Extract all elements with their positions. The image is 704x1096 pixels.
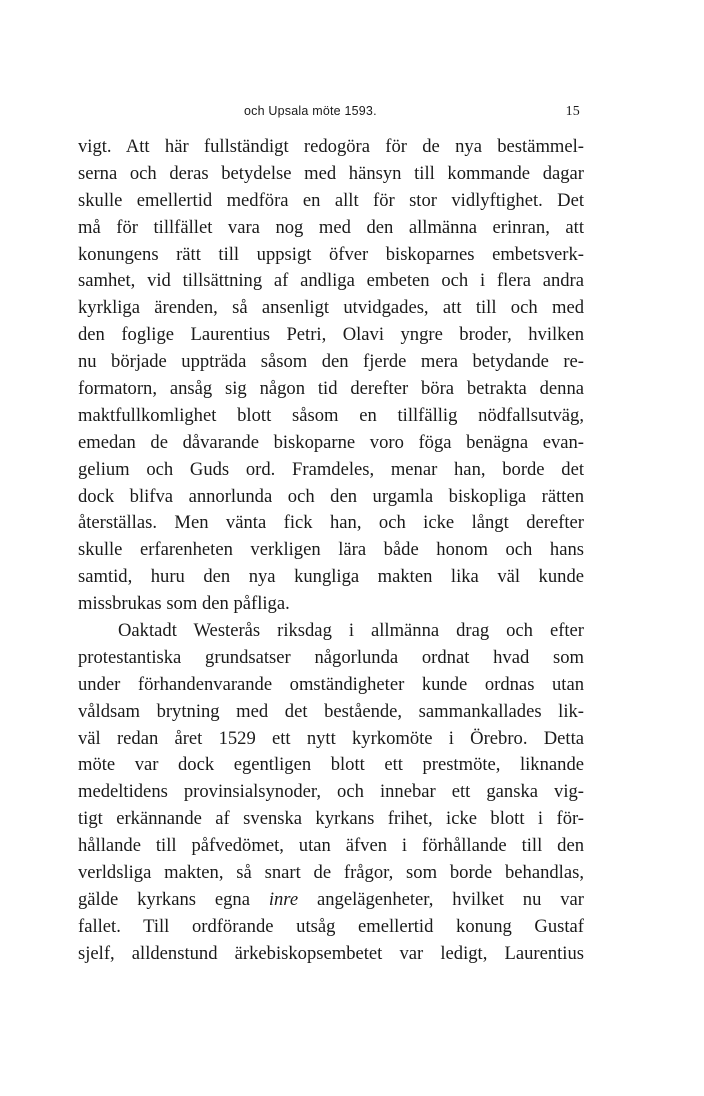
text-line (78, 322, 584, 349)
text-line (78, 645, 584, 672)
text-segment: samtid, huru den nya kungliga makten lika väl kunde (78, 566, 584, 588)
text-segment: medeltidens provinsialsynoder, och innebar ett ganska vig- (78, 781, 584, 803)
text-segment: protestantiska grundsatser någorlunda ordnat hvad som (78, 646, 584, 668)
text-line (78, 484, 584, 511)
text-line (78, 430, 584, 457)
text-line (78, 403, 584, 430)
text-segment: verldsliga makten, så snart de frågor, som borde behandlas, (78, 862, 584, 884)
text-line (78, 537, 584, 564)
text-line (78, 457, 584, 484)
text-line (78, 887, 584, 914)
text-segment: må för tillfället vara nog med den allmänna erinran, att (78, 216, 584, 238)
text-segment: maktfullkomlighet blott såsom en tillfällig nödfallsutväg, (78, 404, 584, 426)
text-line (78, 726, 584, 753)
text-line (78, 564, 584, 591)
text-segment: emedan de dåvarande biskoparne voro föga benägna evan- (78, 431, 584, 453)
text-line (78, 618, 584, 645)
text-segment: dock blifva annorlunda och den urgamla biskopliga rätten (78, 485, 584, 507)
text-segment: väl redan året 1529 ett nytt kyrkomöte i Örebro. Detta (78, 727, 584, 749)
text-segment: konungens rätt till uppsigt öfver biskoparnes embetsverk- (78, 243, 584, 265)
text-segment: serna och deras betydelse med hänsyn till kommande dagar (78, 162, 584, 184)
text-line (78, 914, 584, 941)
text-line (78, 806, 584, 833)
text-segment: missbrukas som den påfliga. (78, 593, 290, 615)
text-line (78, 941, 584, 968)
text-line (78, 510, 584, 537)
text-segment: fallet. Till ordförande utsåg emellertid konung Gustaf (78, 915, 584, 937)
text-line (78, 349, 584, 376)
text-line (78, 295, 584, 322)
page-number: 15 (565, 104, 580, 119)
text-line (78, 833, 584, 860)
text-segment: skulle emellertid medföra en allt för stor vidlyftighet. Det (78, 189, 584, 211)
body-text (78, 134, 584, 968)
italic-word: inre (268, 888, 299, 910)
text-segment: kyrkliga ärenden, så ansenligt utvidgades, att till och med (78, 297, 584, 319)
running-title: och Upsala möte 1593. (244, 104, 377, 118)
text-segment: återställas. Men vänta fick han, och icke långt derefter (78, 512, 584, 534)
text-segment: våldsam brytning med det bestående, sammankallades lik- (78, 700, 584, 722)
text-line (78, 591, 584, 618)
text-line (78, 188, 584, 215)
text-segment: Oaktadt Westerås riksdag i allmänna drag och efter (118, 620, 584, 642)
text-line (78, 215, 584, 242)
text-segment: under förhandenvarande omständigheter kunde ordnas utan (78, 673, 584, 695)
text-segment: möte var dock egentligen blott ett prestmöte, liknande (78, 754, 584, 776)
text-line (78, 860, 584, 887)
text-line (78, 161, 584, 188)
text-segment: tigt erkännande af svenska kyrkans frihet, icke blott i för- (78, 808, 584, 830)
text-segment: samhet, vid tillsättning af andliga embeten och i flera andra (78, 270, 584, 292)
text-line (78, 752, 584, 779)
running-head (78, 100, 584, 126)
text-segment: den foglige Laurentius Petri, Olavi yngre broder, hvilken (78, 324, 584, 346)
text-segment: gelium och Guds ord. Framdeles, menar han, borde det (78, 458, 584, 480)
book-page (78, 100, 584, 968)
text-line (78, 779, 584, 806)
text-line (78, 376, 584, 403)
text-line (78, 672, 584, 699)
text-line (78, 268, 584, 295)
text-segment: gälde kyrkans egna (78, 888, 269, 910)
text-line (78, 242, 584, 269)
text-segment: hållande till påfvedömet, utan äfven i förhållande till den (78, 835, 584, 857)
text-segment: sjelf, alldenstund ärkebiskopsembetet var ledigt, Laurentius (78, 942, 584, 964)
text-line (78, 699, 584, 726)
text-line (78, 134, 584, 161)
text-segment: skulle erfarenheten verkligen lära både honom och hans (78, 539, 584, 561)
text-segment: formatorn, ansåg sig någon tid derefter böra betrakta denna (78, 378, 584, 400)
text-segment: angelägenheter, hvilket nu var (298, 888, 584, 910)
text-segment: vigt. Att här fullständigt redogöra för de nya bestämmel- (78, 136, 584, 157)
text-segment: nu började uppträda såsom den fjerde mera betydande re- (78, 351, 584, 373)
